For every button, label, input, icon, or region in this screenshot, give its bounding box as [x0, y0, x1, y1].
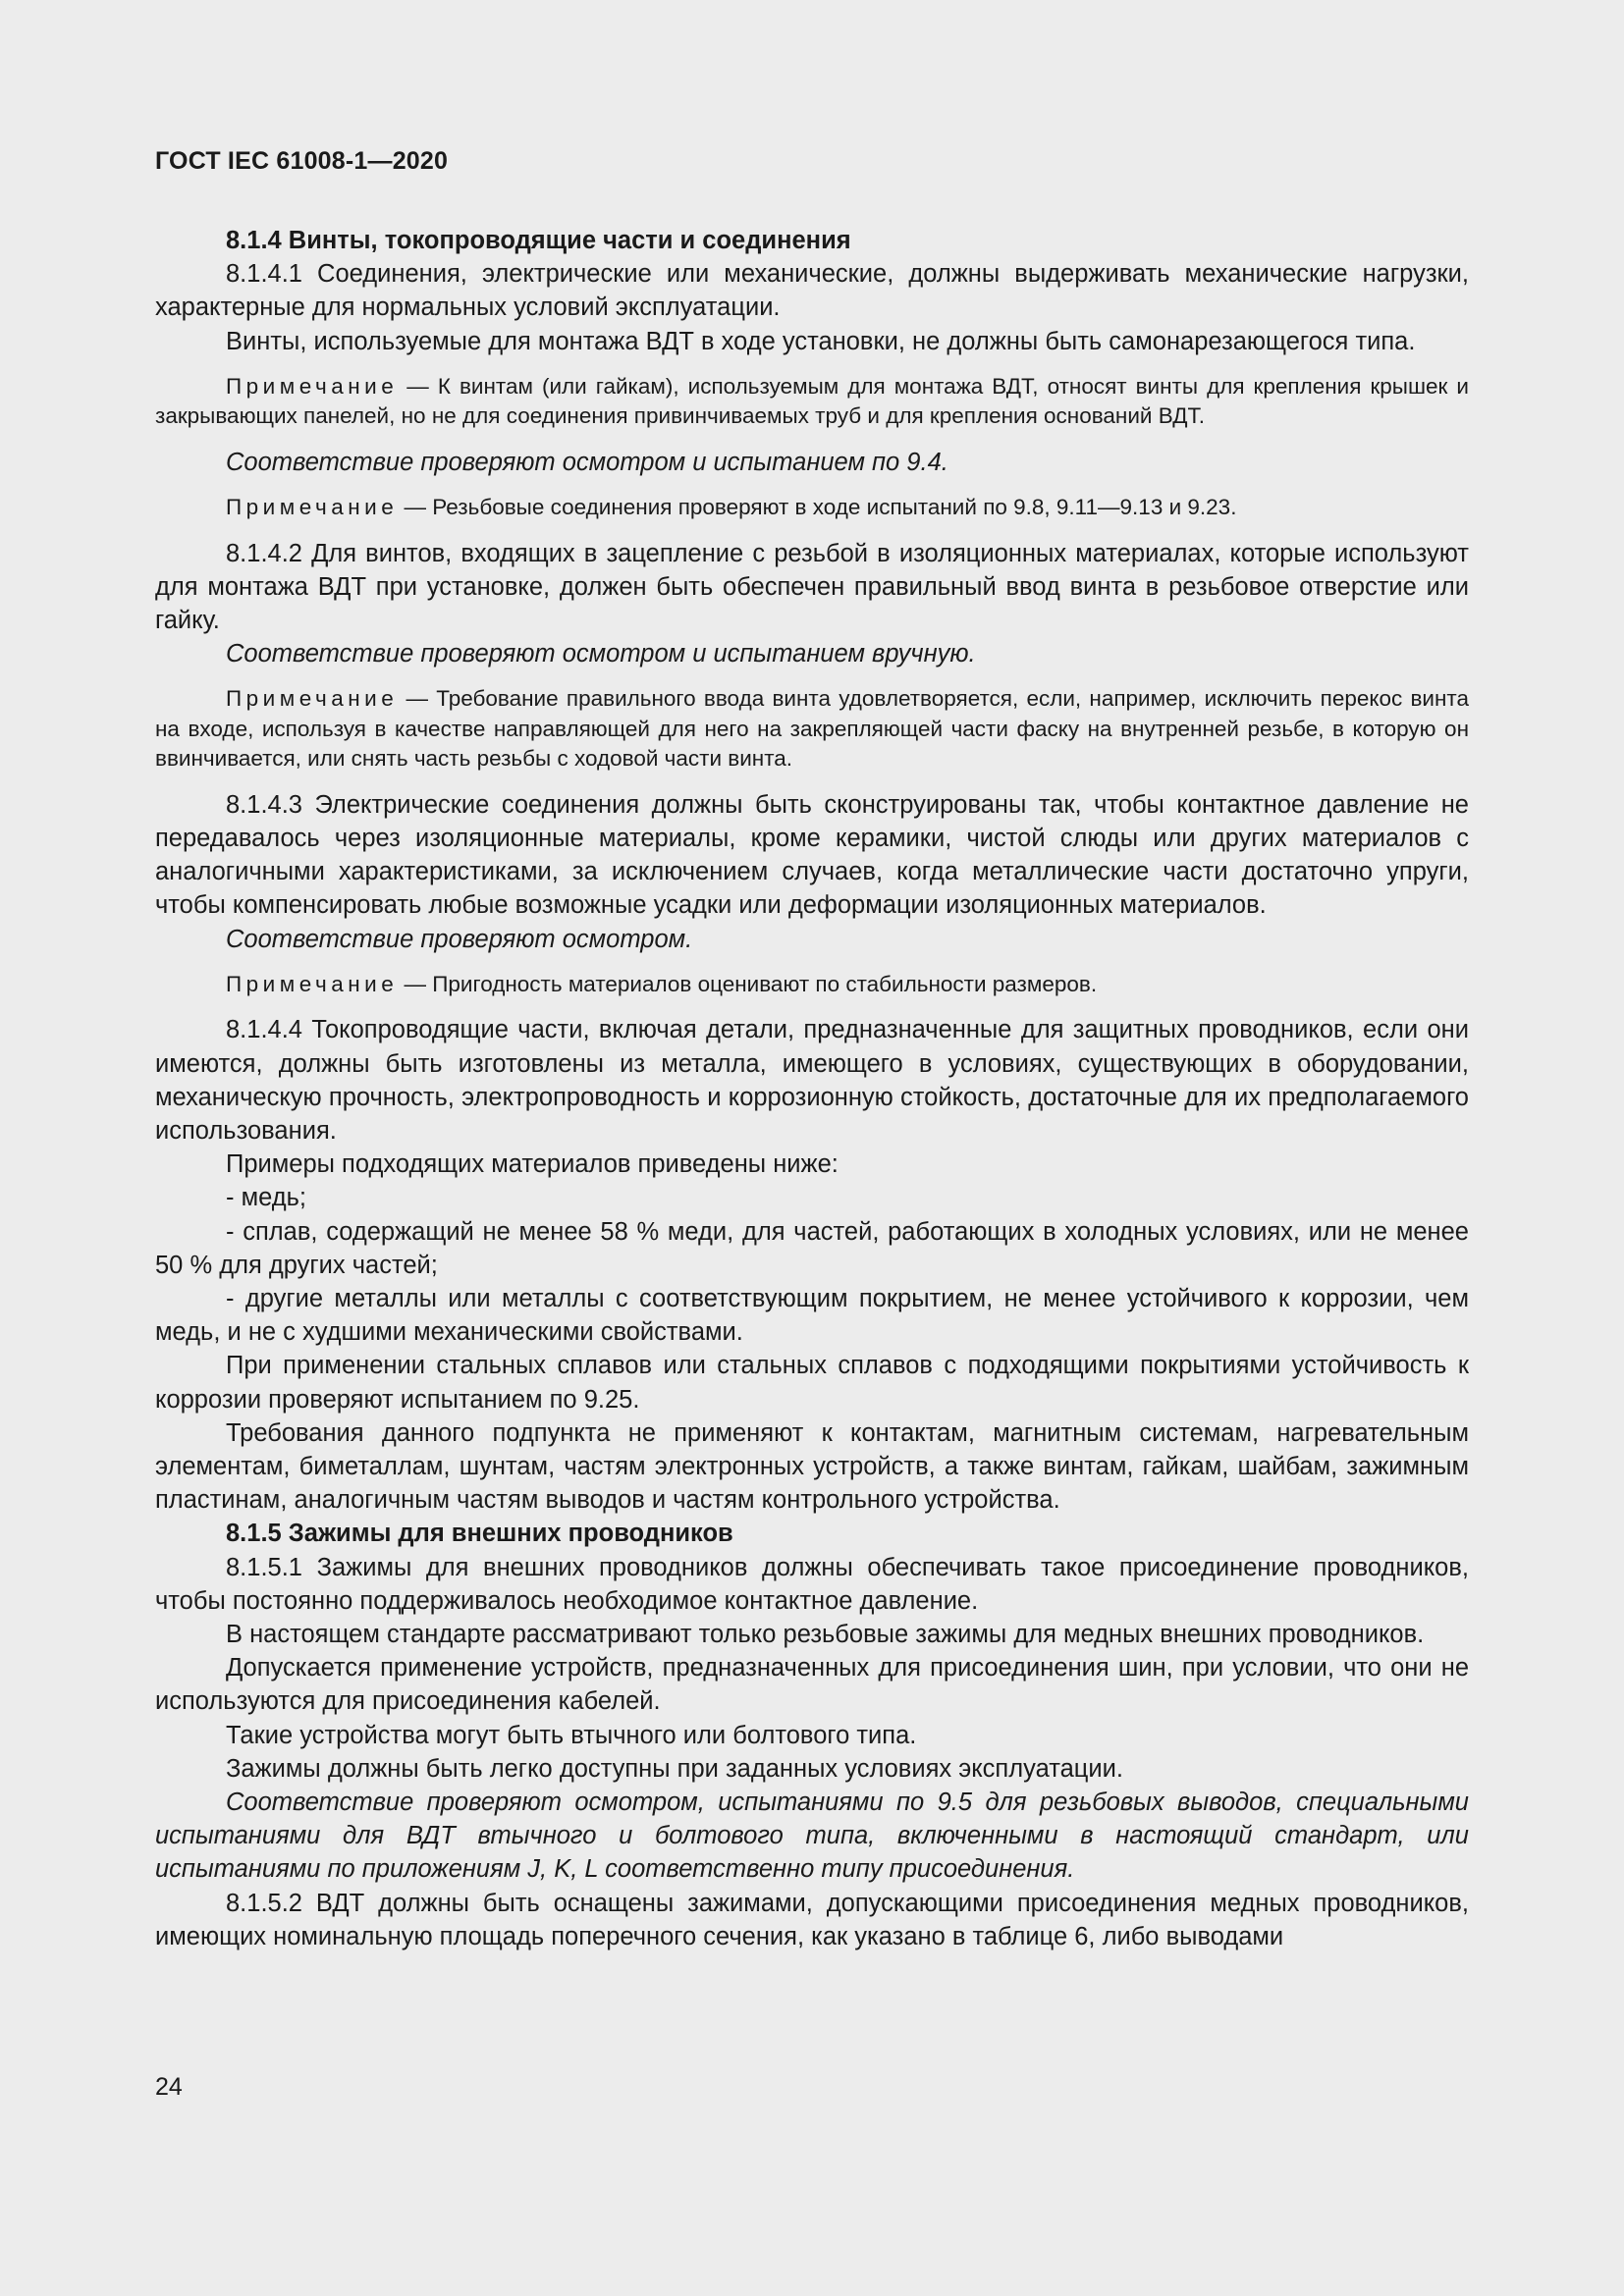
paragraph-requirements: Требования данного подпункта не применяют к контактам, магнитным системам, нагревательным элементам, биметаллам, шунтам, частям электронных устройств, а также винтам, гайкам, шайбам, зажимным пластинам, аналогичным частям выводов и частям контрольного устройства.	[155, 1418, 1469, 1515]
compliance-2: Соответствие проверяют осмотром и испытанием вручную.	[226, 640, 976, 668]
paragraph-steel: При применении стальных сплавов или стальных сплавов с подходящими покрытиями устойчивость к коррозии проверяют испытанием по 9.25.	[155, 1352, 1469, 1414]
note-1	[155, 372, 1469, 432]
paragraph-8-1-4-3: 8.1.4.3 Электрические соединения должны быть сконструированы так, чтобы контактное давление не передавалось через изоляционные материалы, кроме керамики, чистой слюды или других материалов с аналогичными характеристиками, за исключением случаев, когда металлические части достаточно упруги, чтобы компенсировать любые возможные усадки или деформации изоляционных материалов.	[155, 790, 1469, 920]
note-text: Требование правильного ввода винта удовлетворяется, если, например, исключить перекос винта на входе, используя в качестве направляющей для него на закрепляющей части фаску на внутренней резьбе, в которую он ввинчивается, или снять часть резьбы с ходовой части винта.	[155, 686, 1469, 772]
paragraph-plug-types: Такие устройства могут быть втычного или болтового типа.	[226, 1721, 917, 1749]
note-dash: —	[398, 971, 433, 996]
note-2	[155, 493, 1469, 523]
paragraph-8-1-4-1: 8.1.4.1 Соединения, электрические или механические, должны выдерживать механические нагрузки, характерные для нормальных условий эксплуатации.	[155, 260, 1469, 322]
compliance-3: Соответствие проверяют осмотром.	[226, 925, 693, 953]
paragraph-standard: В настоящем стандарте рассматривают только резьбовые зажимы для медных внешних проводников.	[226, 1621, 1425, 1648]
note-dash: —	[398, 373, 438, 399]
paragraph-busbars: Допускается применение устройств, предназначенных для присоединения шин, при условии, что они не используются для присоединения кабелей.	[155, 1654, 1469, 1716]
note-text: Пригодность материалов оценивают по стабильности размеров.	[432, 971, 1098, 996]
document-page	[155, 0, 1469, 2296]
note-label: Примечание	[226, 495, 399, 520]
note-text: Резьбовые соединения проверяют в ходе испытаний по 9.8, 9.11—9.13 и 9.23.	[432, 495, 1237, 520]
paragraph-8-1-4-4: 8.1.4.4 Токопроводящие части, включая детали, предназначенные для защитных проводников, если они имеются, должны быть изготовлены из металла, имеющего в условиях, существующих в оборудовании, механическую прочность, электропроводность и коррозионную стойкость, достаточные для их предполагаемого использования.	[155, 1016, 1469, 1145]
standard-header: ГОСТ IEC 61008-1—2020	[155, 147, 449, 175]
note-label: Примечание	[226, 686, 399, 712]
note-4	[155, 970, 1469, 1000]
compliance-4: Соответствие проверяют осмотром, испытаниями по 9.5 для резьбовых выводов, специальными испытаниями для ВДТ втычного и болтового типа, включенными в настоящий стандарт, или испытаниями по приложениям J, K, L соответственно типу присоединения.	[155, 1789, 1469, 1884]
paragraph-8-1-5-1: 8.1.5.1 Зажимы для внешних проводников должны обеспечивать такое присоединение проводников, чтобы постоянно поддерживалось необходимое контактное давление.	[155, 1553, 1469, 1615]
page-number: 24	[155, 2073, 183, 2101]
section-heading-8-1-5: 8.1.5 Зажимы для внешних проводников	[226, 1520, 733, 1548]
paragraph-8-1-4-2: 8.1.4.2 Для винтов, входящих в зацепление с резьбой в изоляционных материалах, которые используют для монтажа ВДТ при установке, должен быть обеспечен правильный ввод винта в резьбовое отверстие или гайку.	[155, 539, 1469, 634]
list-item-alloy: - сплав, содержащий не менее 58 % меди, для частей, работающих в холодных условиях, или не менее 50 % для других частей;	[155, 1217, 1469, 1279]
note-3	[155, 684, 1469, 774]
paragraph-examples: Примеры подходящих материалов приведены ниже:	[226, 1150, 839, 1179]
note-dash: —	[398, 495, 433, 520]
list-item-copper: - медь;	[226, 1184, 306, 1212]
paragraph-8-1-5-2: 8.1.5.2 ВДТ должны быть оснащены зажимами, допускающими присоединения медных проводников, имеющих номинальную площадь поперечного сечения, как указано в таблице 6, либо выводами	[155, 1889, 1469, 1950]
note-dash: —	[398, 686, 437, 712]
note-label: Примечание	[226, 373, 399, 399]
note-label: Примечание	[226, 971, 399, 996]
list-item-other-metals: - другие металлы или металлы с соответствующим покрытием, не менее устойчивого к коррозии, чем медь, и не с худшими механическими свойствами.	[155, 1284, 1469, 1347]
note-text: К винтам (или гайкам), используемым для монтажа ВДТ, относят винты для крепления крышек и закрывающих панелей, но не для соединения привинчиваемых труб и для крепления оснований ВДТ.	[155, 373, 1469, 429]
document-body	[155, 224, 1469, 1953]
paragraph-screws: Винты, используемые для монтажа ВДТ в ходе установки, не должны быть самонарезающегося типа.	[226, 327, 1416, 355]
paragraph-accessible: Зажимы должны быть легко доступны при заданных условиях эксплуатации.	[226, 1754, 1123, 1783]
compliance-1: Соответствие проверяют осмотром и испытанием по 9.4.	[226, 448, 948, 476]
section-heading-8-1-4: 8.1.4 Винты, токопроводящие части и соединения	[226, 227, 851, 254]
